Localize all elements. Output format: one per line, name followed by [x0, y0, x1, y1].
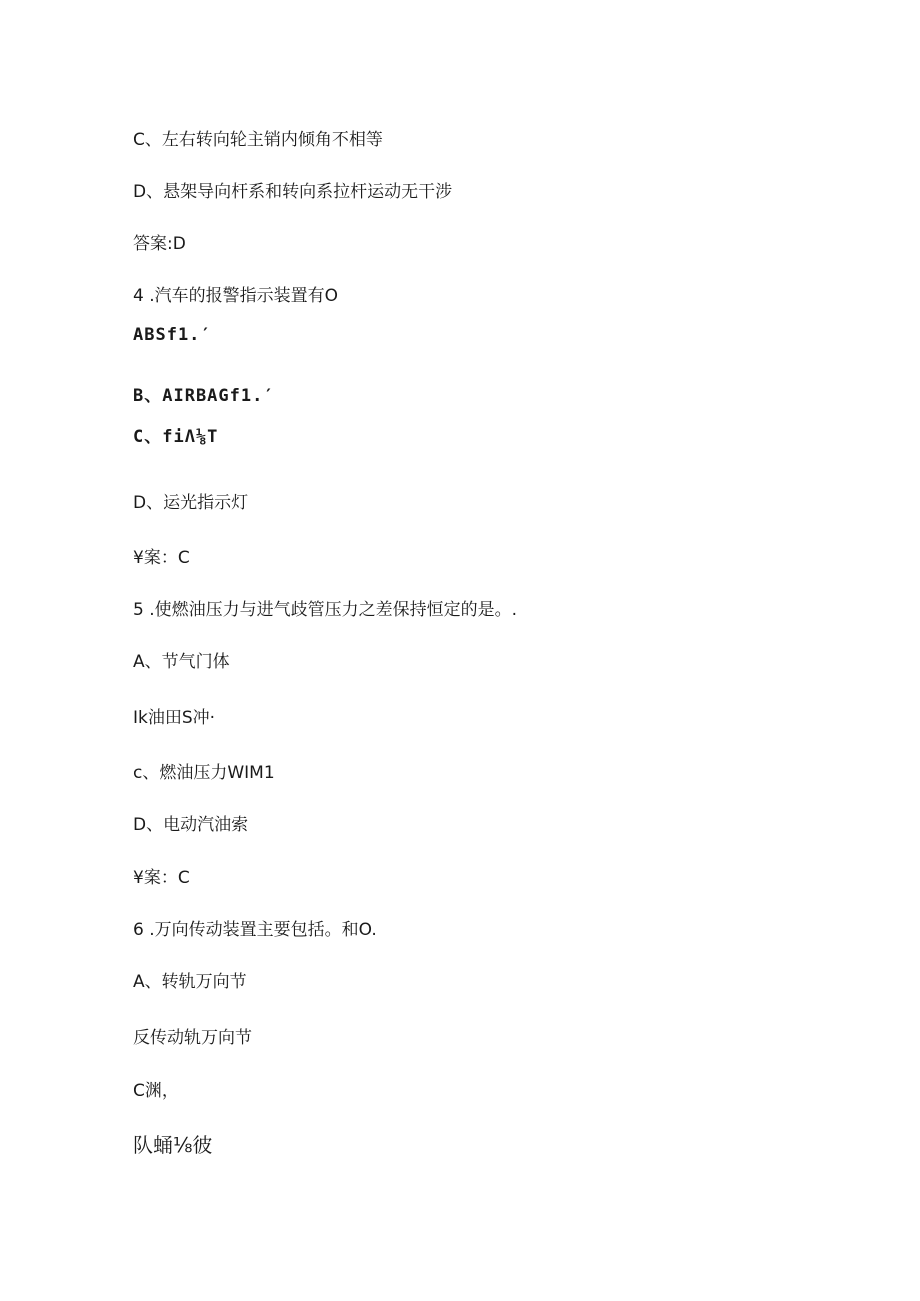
question-4: 4 .汽车的报警指示装置有O [133, 286, 339, 306]
option-a-q6: A、转轨万向节 [133, 972, 247, 992]
option-d-q4: D、运光指示灯 [133, 493, 249, 513]
option-d-q5: D、电动汽油索 [133, 815, 249, 835]
option-c-q6: C渊， [133, 1081, 179, 1101]
answer-q4: ¥案：C [133, 548, 190, 568]
option-a-q4: ABSf1.′ [133, 325, 212, 345]
option-b-q6: 反传动轨万向节 [133, 1028, 252, 1048]
option-d-q3: D、悬架导向杆系和转向系拉杆运动无干涉 [133, 182, 453, 202]
question-6: 6 .万向传动装置主要包括。和O. [133, 920, 377, 940]
option-b-q5: Ik油田S冲· [133, 708, 216, 728]
option-b-q4: B、AIRBAGf1.′ [133, 386, 275, 406]
option-c-q5: c、燃油压力WIM1 [133, 763, 275, 783]
option-c-q4: C、fiΛ⅛T [133, 427, 219, 447]
answer-q3: 答案:D [133, 234, 186, 254]
question-5: 5 .使燃油压力与进气歧管压力之差保持恒定的是。. [133, 600, 518, 620]
option-c-q3: C、左右转向轮主销内倾角不相等 [133, 130, 383, 150]
option-a-q5: A、节气门体 [133, 652, 230, 672]
option-d-q6: 队蛹⅛彼 [133, 1133, 213, 1157]
answer-q5: ¥案：C [133, 868, 190, 888]
